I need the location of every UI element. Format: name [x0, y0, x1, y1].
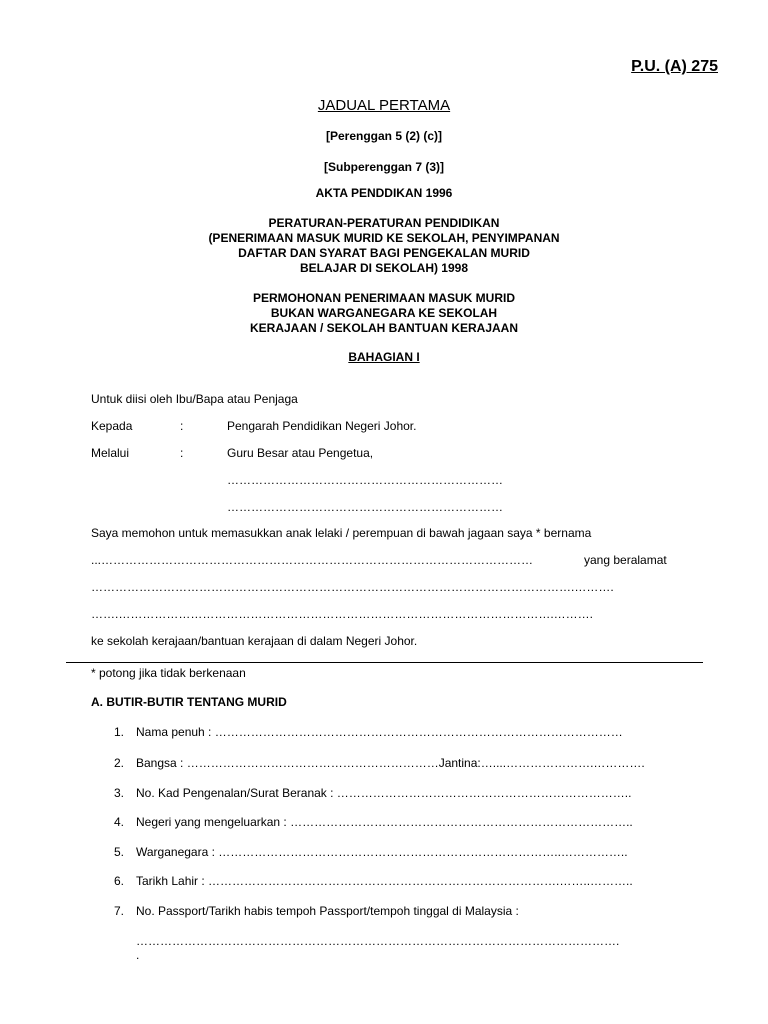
item-5-number: 5.	[114, 845, 125, 859]
item-4-number: 4.	[114, 815, 125, 829]
regulation-line-3: DAFTAR DAN SYARAT BAGI PENGEKALAN MURID	[238, 246, 530, 260]
item-7-number: 7.	[114, 904, 125, 918]
subperenggan-ref: [Subperenggan 7 (3)]	[323, 160, 444, 174]
act-title: AKTA PENDDIKAN 1996	[315, 186, 453, 200]
footnote-strike-out: * potong jika tidak berkenaan	[91, 666, 246, 680]
item-1-full-name-field[interactable]: Nama penuh : …………………………………………………………………………………………	[136, 725, 623, 739]
regulation-line-1: PERATURAN-PERATURAN PENDIDIKAN	[268, 216, 500, 230]
kepada-value: Pengarah Pendidikan Negeri Johor.	[227, 419, 417, 433]
melalui-label: Melalui	[91, 446, 130, 460]
regulation-line-2: (PENERIMAAN MASUK MURID KE SEKOLAH, PENYIMPANAN	[208, 231, 560, 245]
fill-instruction: Untuk diisi oleh Ibu/Bapa atau Penjaga	[91, 392, 298, 406]
application-statement: Saya memohon untuk memasukkan anak lelaki / perempuan di bawah jagaan saya * bernama	[91, 526, 592, 540]
divider-line	[66, 662, 703, 663]
item-7-passport-label: No. Passport/Tarikh habis tempoh Passport/tempoh tinggal di Malaysia :	[136, 904, 519, 918]
child-name-fill-line[interactable]: ...………………………………………………………………………………………………	[91, 553, 534, 567]
address-fill-line-a[interactable]: ………………………………………………………………………………………………………….……….	[91, 580, 614, 594]
application-title-3: KERAJAAN / SEKOLAH BANTUAN KERAJAAN	[249, 321, 518, 335]
regulation-line-4: BELAJAR DI SEKOLAH) 1998	[299, 261, 469, 275]
item-3-id-field[interactable]: No. Kad Pengenalan/Surat Beranak : ………………………………………………………………..	[136, 786, 632, 800]
melalui-colon: :	[180, 446, 184, 460]
perenggan-ref: [Perenggan 5 (2) (c)]	[325, 129, 442, 143]
application-title-1: PERMOHONAN PENERIMAAN MASUK MURID	[252, 291, 515, 305]
schedule-title: JADUAL PERTAMA	[317, 97, 451, 114]
kepada-label: Kepada	[91, 419, 133, 433]
document-reference: P.U. (A) 275	[631, 58, 718, 75]
item-3-number: 3.	[114, 786, 125, 800]
item-2-number: 2.	[114, 756, 125, 770]
item-6-birthdate-field[interactable]: Tarikh Lahir : …………………………………………………………………………….……..………..	[136, 874, 633, 888]
application-title-2: BUKAN WARGANEGARA KE SEKOLAH	[270, 306, 498, 320]
address-label: yang beralamat	[584, 553, 667, 567]
item-7-trailing-dot: .	[136, 948, 140, 962]
item-2-race-gender-field[interactable]: Bangsa : ………………………………………………………Jantina:…....………………….………….	[136, 756, 645, 770]
section-a-heading: A. BUTIR-BUTIR TENTANG MURID	[91, 695, 287, 709]
address-fill-line-b[interactable]: …….……………………………………………………………………………………………….……….	[91, 607, 594, 621]
melalui-value: Guru Besar atau Pengetua,	[227, 446, 374, 460]
item-7-passport-field[interactable]: ………………………………………………………………………………………………………….	[136, 934, 620, 948]
item-5-citizenship-field[interactable]: Warganegara : …………………………………………………………………………..……………..	[136, 845, 628, 859]
item-6-number: 6.	[114, 874, 125, 888]
item-1-number: 1.	[114, 725, 125, 739]
kepada-colon: :	[180, 419, 184, 433]
part-heading: BAHAGIAN I	[348, 350, 420, 364]
address-fill-line-1[interactable]: ……………………………………………………………	[227, 473, 503, 487]
school-statement: ke sekolah kerajaan/bantuan kerajaan di dalam Negeri Johor.	[91, 634, 418, 648]
item-4-issuing-state-field[interactable]: Negeri yang mengeluarkan : …………………………………………………………………………..	[136, 815, 633, 829]
address-fill-line-2[interactable]: ……………………………………………………………	[227, 500, 503, 514]
